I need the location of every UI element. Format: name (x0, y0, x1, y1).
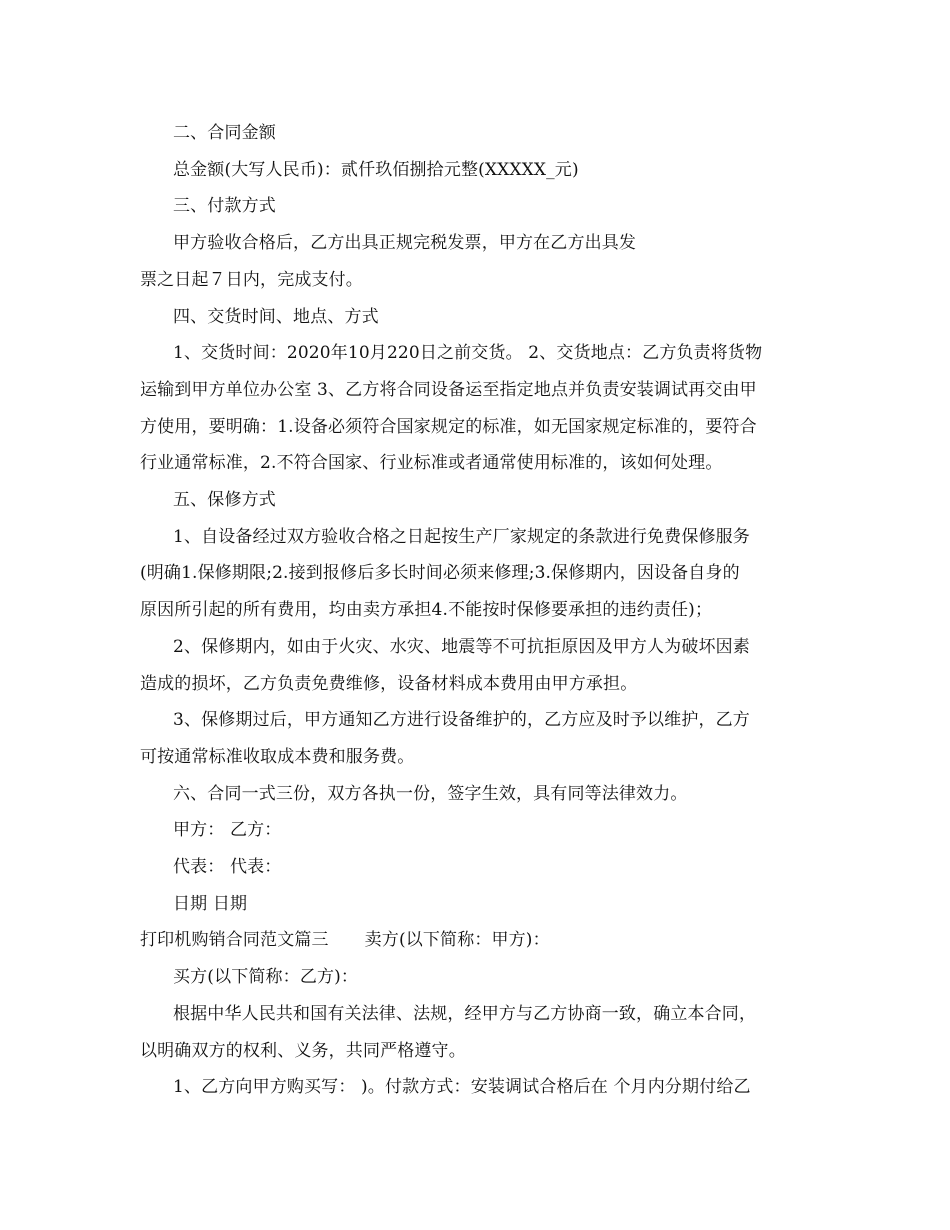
paragraph-line: 2、保修期内，如由于火灾、水灾、地震等不可抗拒原因及甲方人为破坏因素 (173, 636, 750, 657)
buyer-label: 买方(以下简称：乙方)： (173, 967, 359, 988)
paragraph-line: 运输到甲方单位办公室 3、乙方将合同设备运至指定地点并负责安装调试再交由甲 (140, 379, 757, 400)
paragraph-line: 行业通常标准，2.不符合国家、行业标准或者通常使用标准的，该如何处理。 (140, 453, 723, 474)
paragraph-line: 1、交货时间：2020年10月220日之前交货。 2、交货地点：乙方负责将货物 (173, 343, 763, 364)
paragraph-line: (明确1.保修期限;2.接到报修后多长时间必须来修理;3.保修期内，因设备自身的 (140, 563, 740, 584)
section-heading-contract-amount: 二、合同金额 (173, 123, 276, 143)
seller-label: 卖方(以下简称：甲方)： (364, 930, 550, 951)
section-heading-delivery: 四、交货时间、地点、方式 (173, 306, 379, 327)
paragraph-line: 1、乙方向甲方购买写： )。付款方式：安装调试合格后在 个月内分期付给乙 (173, 1077, 751, 1098)
section-heading-copies: 六、合同一式三份，双方各执一份，签字生效，具有同等法律效力。 (173, 783, 688, 804)
contract-title-line (140, 922, 815, 959)
paragraph-line: 根据中华人民共和国有关法律、法规，经甲方与乙方协商一致，确立本合同， (173, 1003, 757, 1024)
document-body (140, 115, 815, 1106)
paragraph-line: 方使用，要明确：1.设备必须符合国家规定的标准，如无国家规定标准的，要符合 (140, 416, 757, 437)
paragraph-line: 3、保修期过后，甲方通知乙方进行设备维护的，乙方应及时予以维护，乙方 (173, 710, 750, 731)
signature-parties: 甲方： 乙方： (173, 820, 282, 841)
paragraph-line: 原因所引起的所有费用，均由卖方承担4.不能按时保修要承担的违约责任)； (140, 600, 713, 621)
section-heading-payment-method: 三、付款方式 (173, 196, 276, 217)
paragraph-line: 可按通常标准收取成本费和服务费。 (140, 746, 415, 767)
paragraph-line: 总金额(大写人民币)：贰仟玖佰捌拾元整(XXXXX_元) (173, 159, 579, 180)
paragraph-line: 甲方验收合格后，乙方出具正规完税发票，甲方在乙方出具发 (173, 233, 637, 254)
signature-dates: 日期 日期 (173, 893, 248, 914)
paragraph-line: 以明确双方的权利、义务，共同严格遵守。 (140, 1040, 466, 1061)
paragraph-line: 票之日起７日内，完成支付。 (140, 269, 363, 290)
signature-representatives: 代表： 代表： (173, 857, 282, 878)
section-heading-warranty: 五、保修方式 (173, 490, 276, 511)
paragraph-line: 造成的损坏，乙方负责免费维修，设备材料成本费用由甲方承担。 (140, 673, 638, 694)
contract-title: 打印机购销合同范文篇三 (140, 930, 329, 951)
paragraph-line: 1、自设备经过双方验收合格之日起按生产厂家规定的条款进行免费保修服务 (173, 526, 750, 547)
